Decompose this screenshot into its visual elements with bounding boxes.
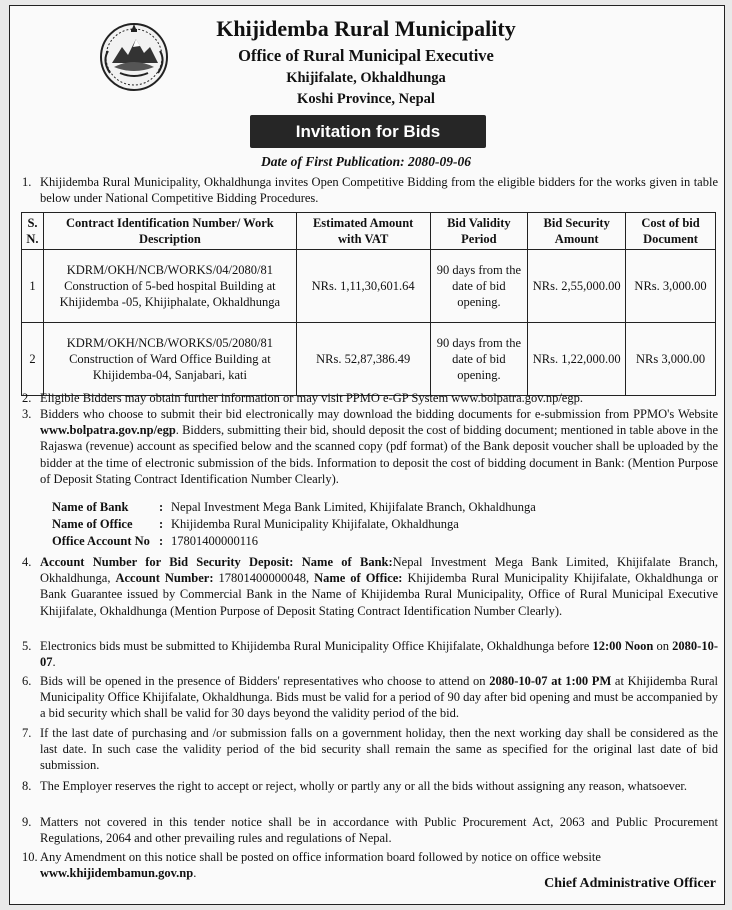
clause-bold: 2080-10-07 at 1:00 PM xyxy=(489,674,612,688)
bank-info-value: Khijidemba Rural Municipality Khijifalate, Okhaldhunga xyxy=(171,517,459,531)
clause-text-part: Khijidemba Rural Municipality Khijifalate, Okhaldhunga or Bank Guarantee issued by Commercial Bank in the Name of Khijidemba Rural Municipality, Office of Rural Municipal Executive Khijifalate, Okhaldhunga (Mention Purpose of Deposit Stating Contract Identification Number Clearly). xyxy=(40,571,719,618)
bank-info-colon: : xyxy=(159,534,164,548)
clause-text-part: Electronics bids must be submitted to Khijidemba Rural Municipality Office Khijifalate, Okhaldhunga before xyxy=(40,639,590,653)
bank-info-colon: : xyxy=(159,517,164,531)
clause-text xyxy=(40,673,718,722)
clause-text: Matters not covered in this tender notice shall be in accordance with Public Procurement Act, 2063 and Public Procurement Regulations, 2064 and other prevailing rules and regulations of Nepal. xyxy=(40,815,718,846)
municipality-name: Khijidemba Rural Municipality xyxy=(216,16,516,41)
clause-number: 7. xyxy=(22,726,32,740)
col-header-validity: Bid Validity Period xyxy=(430,213,528,250)
col-header-amount: Estimated Amount with VAT xyxy=(296,213,430,250)
clause-text-part: Bidders who choose to submit their bid electronically may download the bidding documents for e-submission from PPMO's Website xyxy=(40,407,718,421)
bid-works-table xyxy=(21,212,716,396)
clause-text: The Employer reserves the right to accept or reject, wholly or partly any or all the bids without assigning any reason, whatsoever. xyxy=(40,779,688,793)
cell-description: KDRM/OKH/NCB/WORKS/04/2080/81 Construction of 5-bed hospital Building at Khijidemba -05, Khijiphalate, Okhaldhunga xyxy=(43,250,296,323)
cell-validity: 90 days from the date of bid opening. xyxy=(430,250,528,323)
province-line: Koshi Province, Nepal xyxy=(297,91,435,107)
clause-bold: 2080-10-07 xyxy=(40,639,718,670)
clause-number: 9. xyxy=(22,815,32,829)
clause-text-part: at Khijidemba Rural Municipality Office Khijifalate, Okhaldhunga. Bids must be valid for a period of 90 day after bid opening and must be accompanied by a bid security which shall be valid for 30 days beyond the validity period of the bid. xyxy=(40,674,719,721)
bank-info-row xyxy=(52,499,536,515)
bank-info-row xyxy=(52,533,258,549)
office-name: Office of Rural Municipal Executive xyxy=(238,46,494,65)
bank-info-value: Nepal Investment Mega Bank Limited, Khijifalate Branch, Okhaldhunga xyxy=(171,500,536,514)
col-header-contract: Contract Identification Number/ Work Description xyxy=(43,213,296,250)
cell-validity: 90 days from the date of bid opening. xyxy=(430,323,528,396)
clause-3 xyxy=(22,406,718,487)
clause-number: 6. xyxy=(22,674,32,688)
egp-link[interactable]: www.bolpatra.gov.np/egp xyxy=(40,423,176,438)
clause-number: 1. xyxy=(22,175,32,189)
clause-text-part: . Bidders, submitting their bid, should deposit the cost of bidding document; mentioned in table above in the Rajaswa (revenue) account as specified below and the scanned copy (pdf format) of the Bank deposit voucher shall be uploaded by the bidder at the time of electronic submission of the bids. Information to deposit the cost of bidding document in Bank: (Mention Purpose of Deposit Stating Contract Identification Number Clearly). xyxy=(40,423,718,486)
clause-text xyxy=(40,638,718,670)
cell-description: KDRM/OKH/NCB/WORKS/05/2080/81 Construction of Ward Office Building at Khijidemba-04, Sanjabari, kati xyxy=(43,323,296,396)
clause-bold: Name of Office: xyxy=(314,571,403,586)
signature-title: Chief Administrative Officer xyxy=(544,876,716,891)
clause-number: 4. xyxy=(22,555,32,569)
cell-amount: NRs. 1,11,30,601.64 xyxy=(296,250,430,323)
clause-text-part: Nepal Investment Mega Bank Limited, Khijifalate Branch, Okhaldhunga, xyxy=(40,555,719,586)
clause-text xyxy=(40,554,718,619)
cell-cost: NRs. 3,000.00 xyxy=(626,250,716,323)
cell-amount: NRs. 52,87,386.49 xyxy=(296,323,430,396)
col-header-cost: Cost of bid Document xyxy=(626,213,716,250)
clause-number: 8. xyxy=(22,779,32,793)
website-link[interactable]: www.khijidembamun.gov.np xyxy=(40,866,194,881)
col-header-sn: S. N. xyxy=(22,213,44,250)
office-address: Khijifalate, Okhaldhunga xyxy=(286,70,446,86)
bank-info-label: Name of Bank xyxy=(52,500,129,514)
invitation-banner: Invitation for Bids xyxy=(250,115,486,148)
clause-text-part: on xyxy=(656,639,669,653)
clause-bold: 12:00 Noon xyxy=(592,639,654,653)
clause-2 xyxy=(22,390,718,406)
clause-7 xyxy=(22,725,718,774)
clause-number: 2. xyxy=(22,391,32,405)
cell-sn: 2 xyxy=(22,323,44,396)
publication-date: Date of First Publication: 2080-09-06 xyxy=(261,154,471,169)
cell-cost: NRs 3,000.00 xyxy=(626,323,716,396)
clause-text xyxy=(40,406,718,487)
clause-4 xyxy=(22,554,718,619)
cell-security: NRs. 2,55,000.00 xyxy=(528,250,626,323)
clause-text: If the last date of purchasing and /or submission falls on a government holiday, then the next working day shall be considered as the last date. In such case the validity period of the bid security shall remain the same as specified for the original last date of bid submission. xyxy=(40,726,718,773)
clause-1 xyxy=(22,174,718,206)
clause-number: 10. xyxy=(22,850,38,864)
clause-text-part: 17801400000048, xyxy=(218,571,310,586)
clause-9 xyxy=(22,814,718,846)
table-header-row xyxy=(22,213,716,250)
bank-info-colon: : xyxy=(159,500,164,514)
clause-text-part: . xyxy=(193,866,197,881)
bank-info-label: Name of Office xyxy=(52,517,133,531)
cell-sn: 1 xyxy=(22,250,44,323)
bank-info-label: Office Account No xyxy=(52,534,150,548)
bank-info-row xyxy=(52,516,459,532)
clause-5 xyxy=(22,638,718,670)
clause-bold: Account Number for Bid Security Deposit: Name of Bank: xyxy=(40,555,393,569)
clause-number: 5. xyxy=(22,639,32,653)
col-header-security: Bid Security Amount xyxy=(528,213,626,250)
table-row xyxy=(22,250,716,323)
clause-text-part: Bids will be opened in the presence of Bidders' representatives who choose to attend on xyxy=(40,674,486,688)
clause-bold: Account Number: xyxy=(115,571,214,586)
clause-number: 3. xyxy=(22,407,32,421)
table-row xyxy=(22,323,716,396)
clause-text-part: Any Amendment on this notice shall be posted on office information board followed by notice on office website xyxy=(40,850,601,864)
clause-text: Khijidemba Rural Municipality, Okhaldhunga invites Open Competitive Bidding from the eligible bidders for the works given in table below under National Competitive Bidding Procedures. xyxy=(40,175,718,206)
clause-6 xyxy=(22,673,718,722)
cell-security: NRs. 1,22,000.00 xyxy=(528,323,626,396)
clause-8 xyxy=(22,778,718,794)
clause-text-part: . xyxy=(52,655,56,670)
clause-text: Eligible Bidders may obtain further information or may visit PPMO e-GP System www.bolpatra.gov.np/egp. xyxy=(40,391,583,405)
bank-info-value: 17801400000116 xyxy=(171,534,259,548)
